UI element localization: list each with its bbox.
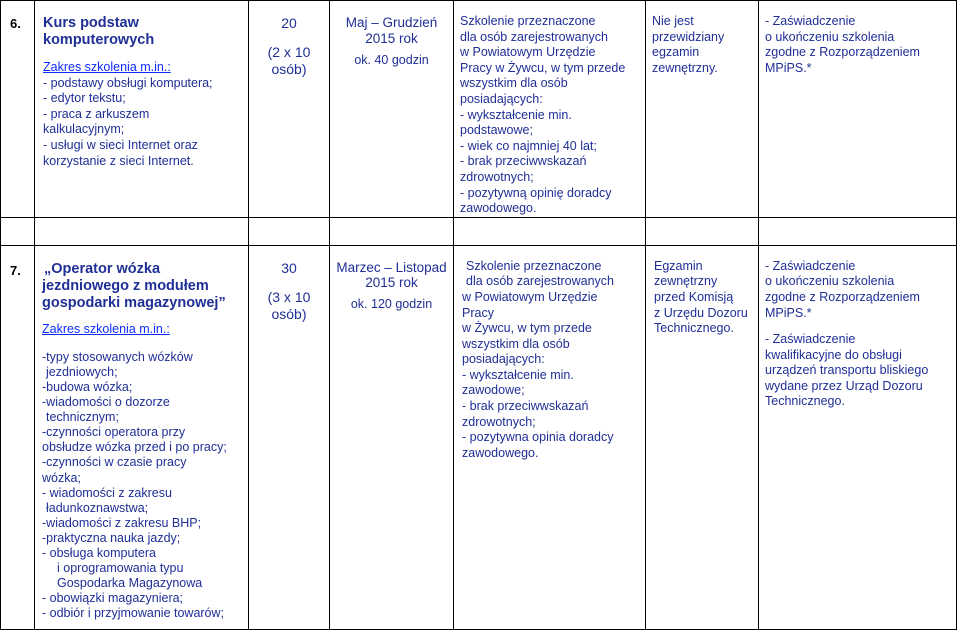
target-group-cell: Szkolenie przeznaczone dla osób zarejestrowanych w Powiatowym Urzędzie Pracy w Żywcu, w tym przede wszystkim dla osób posiadających: - wykształcenie min. podstawowe; - wiek co najmniej 40 lat; - brak przeciwwskazań zdrowotnych; - pozytywną opinię doradcy zawodowego. — [454, 1, 646, 218]
row-number: 6. — [1, 1, 35, 218]
table-gap — [1, 217, 957, 245]
term-cell — [330, 1, 454, 218]
year: 2015 rok — [365, 275, 418, 291]
target-group-cell: Szkolenie przeznaczone dla osób zarejestrowanych w Powiatowym Urzędzie Pracy w Żywcu, w tym przede wszystkim dla osób posiadających: - wykształcenie min. zawodowe; - brak przeciwwskazań zdrowotnych; - pozytywna opinia doradcy zawodowego. — [454, 245, 646, 629]
course-title: „Operator wózka jezdniowego z modułem gospodarki magazynowej” — [42, 260, 226, 311]
hours: ok. 40 godzin — [354, 53, 429, 68]
year: 2015 rok — [365, 30, 418, 46]
course-cell — [35, 1, 249, 218]
scope-link[interactable]: Zakres szkolenia m.in.: — [42, 321, 170, 336]
term: Maj – Grudzień — [345, 15, 438, 30]
hours: ok. 120 godzin — [350, 296, 433, 311]
table-row — [1, 1, 957, 218]
certificate-cell: - Zaświadczenie o ukończeniu szkolenia zgodne z Rozporządzeniem MPiPS.* - Zaświadczenie kwalifikacyjne do obsługi urządzeń transportu bliskiego wydane przez Urząd Dozoru Technicznego. — [759, 245, 957, 629]
course-title: Kurs podstaw komputerowych — [43, 15, 155, 48]
course-scope: Zakres szkolenia m.in.: - podstawy obsługi komputera; - edytor tekstu; - praca z arkuszem kalkulacyjnym; - usługi w sieci Internet oraz korzystanie z sieci Internet. — [43, 60, 244, 169]
participants-count-cell — [249, 1, 330, 218]
course-cell — [35, 245, 249, 629]
participants-count: 20 — [281, 15, 297, 31]
table-row — [1, 245, 957, 629]
participants-count: 30 — [281, 259, 297, 276]
exam-cell: Nie jest przewidziany egzamin zewnętrzny. — [646, 1, 759, 218]
term-cell — [330, 245, 454, 629]
groups-info: (3 x 10 osób) — [267, 288, 311, 322]
course-scope: Zakres szkolenia m.in.: -typy stosowanych wózków jezdniowych; -budowa wózka; -wiadomości o dozorze technicznym; -czynności operatora przy obsłudze wózka przed i po pracy; -czynności w czasie pracy wózka; - wiadomości z zakresu ładunkoznawstwa; -wiadomości z zakresu BHP; -praktyczna nauka jazdy; - obsługa komputera i oprogramowania typu Gospodarka Magazynowa - obowiązki magazyniera; - odbiór i przyjmowanie towarów; — [42, 322, 246, 622]
exam-cell: Egzamin zewnętrzny przed Komisją z Urzędu Dozoru Technicznego. — [646, 245, 759, 629]
groups-info: (2 x 10 osób) — [267, 44, 311, 77]
participants-count-cell — [249, 245, 330, 629]
row-number: 7. — [1, 245, 35, 629]
certificate-cell: - Zaświadczenie o ukończeniu szkolenia zgodne z Rozporządzeniem MPiPS.* — [759, 1, 957, 218]
scope-link[interactable]: Zakres szkolenia m.in.: — [43, 60, 171, 74]
term: Marzec – Listopad — [336, 259, 447, 275]
